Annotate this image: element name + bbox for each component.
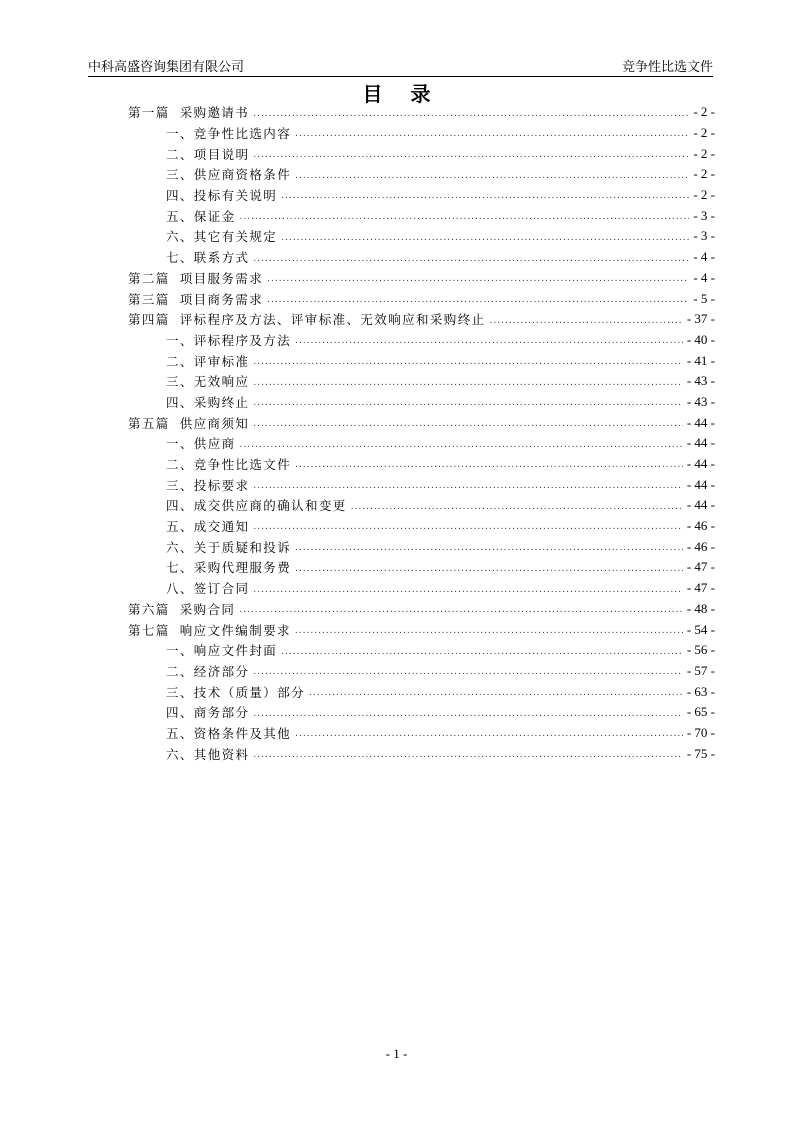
toc-page-number: - 46 -: [686, 518, 715, 534]
toc-entry-label: [166, 331, 291, 349]
toc-entry-text: 二、经济部分: [166, 663, 250, 679]
toc-entry-label: [166, 476, 249, 494]
toc-entry-label: [166, 145, 249, 163]
toc-entry[interactable]: [128, 474, 715, 495]
toc-entry-text: 评标程序及方法、评审标准、无效响应和采购终止: [179, 312, 486, 328]
toc-page-number: - 46 -: [686, 538, 715, 554]
page-header: [88, 56, 713, 74]
dot-leader: [253, 709, 682, 723]
company-name: 中科高盛咨询集团有限公司: [88, 60, 245, 75]
dot-leader: [490, 316, 683, 330]
dot-leader: [281, 647, 683, 661]
toc-page-number: - 3 -: [693, 228, 715, 244]
toc-entry-label: [166, 248, 249, 266]
toc-page-number: - 44 -: [686, 497, 715, 513]
toc-entry[interactable]: [128, 681, 715, 702]
toc-page-number: - 44 -: [686, 435, 715, 451]
toc-entry-text: 采购合同: [179, 601, 236, 617]
toc-page-number: - 43 -: [686, 373, 715, 389]
toc-entry[interactable]: [128, 661, 715, 682]
toc-entry-text: 一、响应文件封面: [166, 643, 278, 659]
toc-entry-text: 响应文件编制要求: [179, 622, 291, 638]
toc-entry-text: 五、保证金: [166, 208, 236, 224]
toc-page-number: - 63 -: [686, 683, 715, 699]
toc-page-number: - 44 -: [686, 476, 715, 492]
dot-leader: [295, 460, 683, 474]
toc-entry-label: [128, 600, 235, 618]
dot-leader: [253, 750, 682, 764]
toc-title: 目录: [362, 82, 459, 106]
toc-entry-text: 七、采购代理服务费: [166, 560, 292, 576]
toc-entry-label: [166, 724, 291, 742]
dot-leader: [295, 626, 683, 640]
toc-entry[interactable]: [128, 557, 715, 578]
toc-entry-label: [166, 745, 249, 763]
toc-entry-text: 采购邀请书: [179, 105, 250, 121]
toc-entry[interactable]: [128, 599, 715, 620]
toc-entry[interactable]: [128, 495, 715, 516]
toc-entry[interactable]: [128, 578, 715, 599]
toc-entry-text: 六、关于质疑和投诉: [166, 539, 292, 555]
document-type: 竞争性比选文件: [621, 60, 713, 75]
toc-entry[interactable]: [128, 743, 715, 764]
dot-leader: [253, 150, 689, 164]
dot-leader: [253, 585, 682, 599]
dot-leader: [351, 502, 683, 516]
toc-entry[interactable]: [128, 454, 715, 475]
toc-entry-text: 四、采购终止: [166, 394, 250, 410]
toc-entry[interactable]: [128, 371, 715, 392]
dot-leader: [253, 419, 683, 433]
toc-page-number: - 43 -: [686, 393, 715, 409]
dot-leader: [240, 440, 683, 454]
toc-entry-text: 项目服务需求: [179, 270, 264, 286]
dot-leader: [267, 274, 689, 288]
toc-entry-label: [166, 662, 249, 680]
toc-entry[interactable]: [128, 164, 715, 185]
toc-entry-text: 四、投标有关说明: [166, 188, 278, 204]
toc-entry[interactable]: [128, 723, 715, 744]
toc-page-number: - 75 -: [686, 745, 715, 761]
toc-page-number: - 56 -: [686, 642, 715, 658]
toc-entry-label: [128, 269, 263, 287]
toc-entry-text: 一、竞争性比选内容: [166, 126, 292, 142]
toc-entry-label: [166, 703, 249, 721]
toc-entry-label: [128, 414, 249, 432]
toc-entry-text: 五、成交通知: [166, 519, 250, 535]
toc-entry-text: 一、评标程序及方法: [166, 332, 292, 348]
toc-page-number: - 37 -: [686, 311, 715, 327]
dot-leader: [281, 191, 689, 205]
toc-page-number: - 48 -: [686, 600, 715, 616]
toc-entry-label: [128, 290, 263, 308]
toc-page-number: - 54 -: [686, 621, 715, 637]
toc-entry-label: [166, 538, 291, 556]
toc-entry-label: [166, 372, 249, 390]
toc-page-number: - 2 -: [693, 125, 715, 141]
toc-entry-text: 六、其他资料: [166, 746, 250, 762]
toc-entry[interactable]: [128, 433, 715, 454]
toc-entry-label: [128, 621, 291, 639]
toc-entry[interactable]: [128, 350, 715, 371]
toc-part-number: 第三篇: [128, 291, 170, 307]
toc-entry-text: 二、竞争性比选文件: [166, 457, 292, 473]
toc-entry-label: [166, 683, 305, 701]
toc-entry-text: 项目商务需求: [179, 291, 264, 307]
toc-entry[interactable]: [128, 619, 715, 640]
toc-page-number: - 4 -: [693, 269, 715, 285]
toc-page-number: - 65 -: [686, 704, 715, 720]
header-divider: [88, 76, 713, 77]
toc-entry-label: [166, 352, 249, 370]
dot-leader: [309, 688, 683, 702]
dot-leader: [253, 398, 682, 412]
toc-entry-text: 供应商须知: [179, 415, 250, 431]
toc-entry[interactable]: [128, 330, 715, 351]
toc-entry-text: 八、签订合同: [166, 581, 250, 597]
toc-entry[interactable]: [128, 226, 715, 247]
toc-entry[interactable]: [128, 143, 715, 164]
toc-entry[interactable]: [128, 123, 715, 144]
toc-entry-text: 三、供应商资格条件: [166, 167, 292, 183]
toc-entry-label: [166, 207, 236, 225]
toc-entry-label: [166, 434, 236, 452]
dot-leader: [253, 667, 682, 681]
toc-page-number: - 44 -: [686, 414, 715, 430]
toc-entry-label: [166, 579, 249, 597]
dot-leader: [295, 729, 683, 743]
toc-entry[interactable]: [128, 102, 715, 123]
dot-leader: [253, 357, 682, 371]
dot-leader: [281, 233, 689, 247]
dot-leader: [253, 522, 682, 536]
toc-entry-label: [128, 310, 486, 328]
toc-entry-text: 四、商务部分: [166, 705, 250, 721]
toc-entry[interactable]: [128, 516, 715, 537]
toc-page-number: - 47 -: [686, 559, 715, 575]
toc-entry-label: [166, 124, 291, 142]
toc-part-number: 第二篇: [128, 270, 170, 286]
dot-leader: [253, 378, 682, 392]
toc-page-number: - 2 -: [693, 187, 715, 203]
toc-page-number: - 40 -: [686, 331, 715, 347]
toc-part-number: 第五篇: [128, 415, 170, 431]
toc-entry-text: 三、投标要求: [166, 477, 250, 493]
toc-entry-text: 三、无效响应: [166, 374, 250, 390]
table-of-contents: [128, 102, 715, 764]
toc-entry-label: [166, 455, 291, 473]
toc-entry-label: [166, 393, 249, 411]
toc-entry[interactable]: [128, 392, 715, 413]
toc-entry[interactable]: [128, 412, 715, 433]
toc-page-number: - 3 -: [693, 207, 715, 223]
toc-entry-label: [166, 496, 347, 514]
toc-page-number: - 2 -: [693, 145, 715, 161]
toc-page-number: - 4 -: [693, 249, 715, 265]
toc-entry[interactable]: [128, 309, 715, 330]
toc-entry[interactable]: [128, 268, 715, 289]
dot-leader: [267, 295, 689, 309]
toc-entry-label: [166, 186, 277, 204]
toc-entry[interactable]: [128, 247, 715, 268]
toc-part-number: 第七篇: [128, 622, 170, 638]
toc-entry-label: [166, 517, 249, 535]
toc-entry-text: 七、联系方式: [166, 250, 250, 266]
toc-part-number: 第四篇: [128, 312, 170, 328]
toc-entry-label: [166, 165, 291, 183]
toc-page-number: - 2 -: [693, 104, 715, 120]
dot-leader: [295, 336, 683, 350]
toc-entry[interactable]: [128, 640, 715, 661]
toc-page-number: - 5 -: [693, 290, 715, 306]
toc-entry-text: 一、供应商: [166, 436, 236, 452]
dot-leader: [239, 605, 683, 619]
toc-entry-label: [166, 558, 291, 576]
dot-leader: [240, 212, 690, 226]
page-number: - 1 -: [385, 1046, 408, 1061]
dot-leader: [295, 129, 689, 143]
toc-entry-text: 五、资格条件及其他: [166, 725, 292, 741]
toc-entry-label: [128, 103, 249, 121]
toc-entry[interactable]: [128, 702, 715, 723]
toc-page-number: - 47 -: [686, 580, 715, 596]
dot-leader: [253, 254, 689, 268]
dot-leader: [253, 109, 689, 123]
toc-entry-text: 六、其它有关规定: [166, 229, 278, 245]
toc-entry[interactable]: [128, 288, 715, 309]
toc-page-number: - 41 -: [686, 352, 715, 368]
toc-page-number: - 57 -: [686, 662, 715, 678]
toc-entry-label: [166, 641, 277, 659]
toc-entry[interactable]: [128, 205, 715, 226]
toc-entry-text: 四、成交供应商的确认和变更: [166, 498, 347, 514]
toc-entry[interactable]: [128, 536, 715, 557]
toc-part-number: 第六篇: [128, 601, 170, 617]
toc-entry-label: [166, 227, 277, 245]
toc-page-number: - 44 -: [686, 456, 715, 472]
dot-leader: [295, 564, 683, 578]
toc-entry[interactable]: [128, 185, 715, 206]
toc-entry-text: 二、评审标准: [166, 353, 250, 369]
toc-part-number: 第一篇: [128, 105, 170, 121]
toc-entry-text: 三、技术（质量）部分: [166, 684, 306, 700]
toc-entry-text: 二、项目说明: [166, 146, 250, 162]
dot-leader: [253, 481, 682, 495]
toc-page-number: - 70 -: [686, 724, 715, 740]
toc-page-number: - 2 -: [693, 166, 715, 182]
dot-leader: [295, 171, 689, 185]
dot-leader: [295, 543, 683, 557]
